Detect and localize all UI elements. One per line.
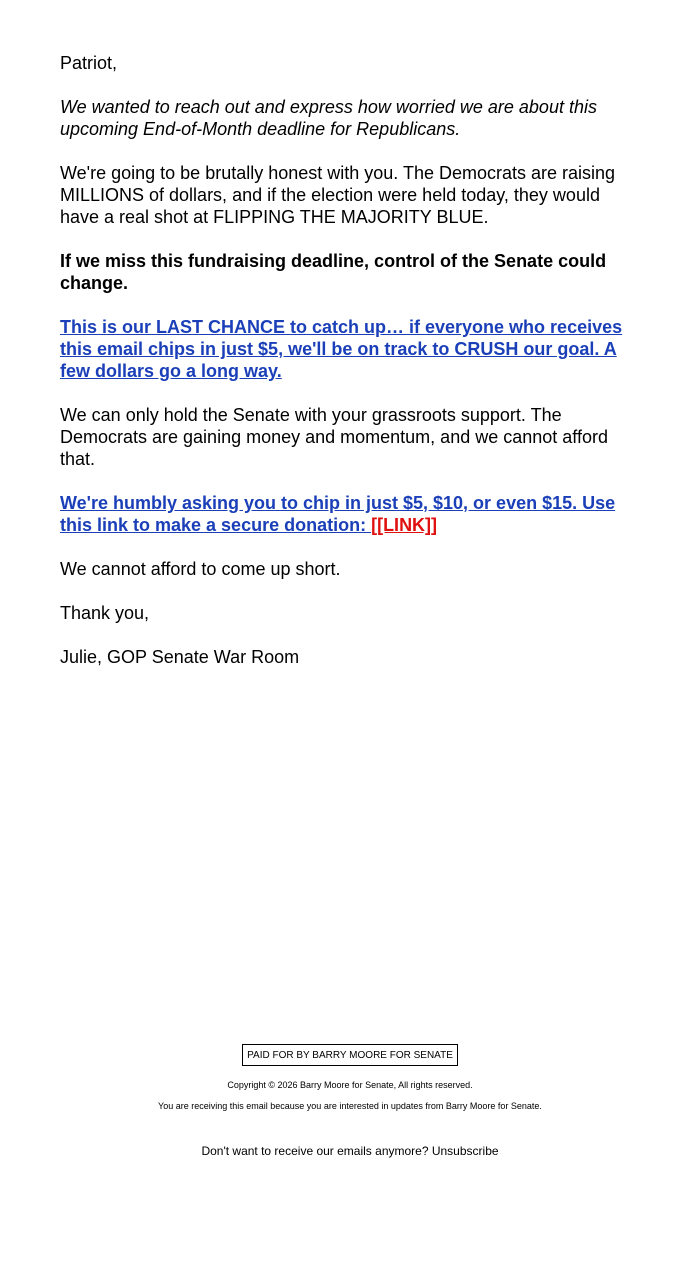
unsubscribe-prompt: Don't want to receive our emails anymore? bbox=[201, 1144, 432, 1158]
unsubscribe-line bbox=[0, 1144, 700, 1158]
short-paragraph: We cannot afford to come up short. bbox=[60, 559, 341, 579]
donation-ask-link[interactable]: We're humbly asking you to chip in just $5, $10, or even $15. Use this link to make a secure donation: bbox=[60, 493, 616, 535]
email-footer bbox=[0, 1044, 700, 1158]
signature: Julie, GOP Senate War Room bbox=[60, 647, 300, 667]
signoff: Thank you, bbox=[60, 603, 150, 623]
donation-link[interactable]: [[LINK]] bbox=[371, 515, 438, 535]
last-chance-link[interactable]: This is our LAST CHANCE to catch up… if everyone who receives this email chips in just $5, we'll be on track to CRUSH our goal. A few dollars go a long way. bbox=[60, 317, 623, 381]
cta-paragraph-1 bbox=[60, 316, 640, 382]
copyright-notice: Copyright © 2026 Barry Moore for Senate, All rights reserved. bbox=[227, 1080, 473, 1090]
deadline-warning: If we miss this fundraising deadline, control of the Senate could change. bbox=[60, 251, 607, 293]
greeting: Patriot, bbox=[60, 53, 118, 73]
cta-paragraph-2 bbox=[60, 492, 640, 536]
honest-paragraph: We're going to be brutally honest with you. The Democrats are raising MILLIONS of dollars, and if the election were held today, they would have a real shot at FLIPPING THE MAJORITY BLUE. bbox=[60, 163, 616, 227]
support-paragraph: We can only hold the Senate with your grassroots support. The Democrats are gaining money and momentum, and we cannot afford that. bbox=[60, 405, 608, 469]
receiving-notice: You are receiving this email because you are interested in updates from Barry Moore for Senate. bbox=[158, 1101, 542, 1111]
email-body bbox=[60, 52, 640, 690]
paid-for-disclaimer: PAID FOR BY BARRY MOORE FOR SENATE bbox=[242, 1044, 458, 1066]
intro-paragraph: We wanted to reach out and express how worried we are about this upcoming End-of-Month deadline for Republicans. bbox=[60, 97, 597, 139]
unsubscribe-link[interactable]: Unsubscribe bbox=[431, 1144, 499, 1158]
